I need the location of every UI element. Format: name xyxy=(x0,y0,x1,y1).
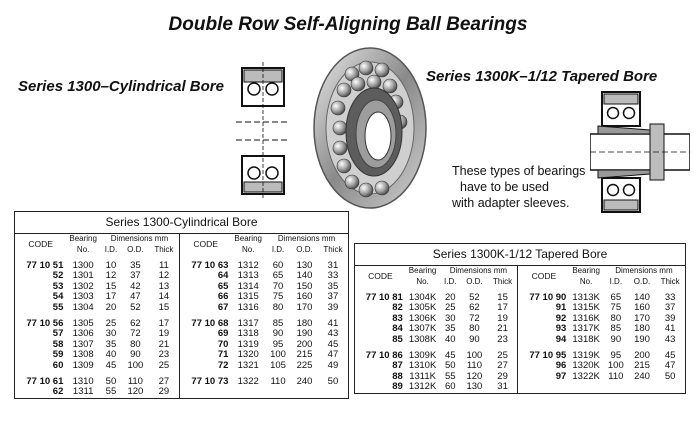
col-header-thick: Thick xyxy=(660,276,680,286)
cell-thick: 29 xyxy=(149,387,180,398)
table-row xyxy=(355,335,685,346)
table-title: Series 1300K-1/12 Tapered Bore xyxy=(355,244,685,266)
cell-id: 95 xyxy=(610,349,622,361)
cell-code: 77 10 68 xyxy=(191,317,229,329)
cell-id: 65 xyxy=(272,270,284,281)
cell-id: 75 xyxy=(272,291,284,302)
table-row xyxy=(15,387,348,398)
table-row xyxy=(355,324,685,335)
cell-no xyxy=(231,387,265,398)
cell-od: 42 xyxy=(130,280,141,292)
cell-code: 57 xyxy=(52,328,64,339)
cell-code: 77 10 56 xyxy=(26,317,64,329)
cell-id: 12 xyxy=(105,270,117,281)
col-header-dimensions: Dimensions mm xyxy=(439,266,518,277)
cell-code: 94 xyxy=(555,333,567,345)
cell-od: 160 xyxy=(296,291,313,302)
cell-id: 30 xyxy=(444,312,456,324)
cell-thick: 14 xyxy=(149,292,180,303)
cell-od: 215 xyxy=(296,349,313,360)
cell-thick: 21 xyxy=(488,324,518,335)
cell-no: 1309K xyxy=(408,349,437,361)
cell-od: 240 xyxy=(296,375,313,387)
cell-id: 35 xyxy=(105,338,117,350)
tapered-bore-section-drawing xyxy=(590,88,690,216)
series-cylindrical-label: Series 1300–Cylindrical Bore xyxy=(18,78,224,95)
cell-od: 200 xyxy=(296,338,313,350)
cell-id: 75 xyxy=(610,302,622,313)
cell-od: 110 xyxy=(466,360,482,371)
cell-thick: 13 xyxy=(149,282,180,293)
cell-thick: 27 xyxy=(149,371,180,387)
cell-id: 90 xyxy=(272,328,284,339)
cell-id: 30 xyxy=(105,328,117,339)
col-header-od: O.D. xyxy=(127,244,144,254)
table-row xyxy=(355,345,685,361)
cell-no: 1307 xyxy=(72,338,94,350)
col-header-code: CODE xyxy=(28,239,53,250)
cell-no: 1319 xyxy=(237,338,259,350)
cell-no: 1301 xyxy=(72,270,94,281)
cell-code: 54 xyxy=(52,291,64,302)
cell-od: 180 xyxy=(634,323,650,334)
cylindrical-bore-table xyxy=(14,211,349,399)
cell-id: 10 xyxy=(105,259,117,271)
cell-thick xyxy=(655,382,685,393)
cell-no: 1313 xyxy=(237,270,259,281)
cell-code: 77 10 86 xyxy=(365,349,403,361)
cell-od: 180 xyxy=(296,317,313,329)
cell-no: 1322 xyxy=(237,375,259,387)
cell-od: 170 xyxy=(634,312,650,324)
col-header-id: I.D. xyxy=(271,244,285,254)
cell-od: 190 xyxy=(296,328,313,339)
cell-thick: 39 xyxy=(327,301,339,313)
cell-no: 1316K xyxy=(572,312,600,324)
cell-no: 1312K xyxy=(408,381,437,392)
table-title: Series 1300-Cylindrical Bore xyxy=(15,212,348,234)
cell-id xyxy=(265,387,291,398)
cell-code: 93 xyxy=(555,323,567,334)
table-row xyxy=(355,382,685,393)
cell-thick: 35 xyxy=(327,280,339,292)
cell-thick: 43 xyxy=(327,328,339,339)
adapter-sleeve-note xyxy=(452,163,585,211)
cell-thick: 15 xyxy=(149,303,180,314)
cell-thick: 21 xyxy=(149,340,180,351)
cell-no: 1313K xyxy=(572,291,600,303)
cell-thick xyxy=(318,387,348,398)
cell-id: 15 xyxy=(105,280,117,292)
cell-code xyxy=(518,382,569,393)
cell-od: 100 xyxy=(127,359,144,371)
col-header-bearing-no: Bearing No. xyxy=(572,266,600,286)
cell-od: 80 xyxy=(469,323,480,334)
cell-no: 1320 xyxy=(237,349,259,360)
cell-od: 52 xyxy=(130,301,141,313)
cell-no: 1306K xyxy=(408,312,437,324)
col-header-id: I.D. xyxy=(609,276,623,286)
cell-od: 120 xyxy=(127,386,144,397)
table-row xyxy=(15,371,348,387)
cell-od: 90 xyxy=(469,333,480,345)
cell-id: 40 xyxy=(444,333,456,345)
cell-id: 85 xyxy=(610,323,622,334)
cell-thick: 37 xyxy=(664,302,676,313)
cell-code: 91 xyxy=(555,302,567,313)
col-header-id: I.D. xyxy=(104,244,118,254)
note-line: with adapter sleeves. xyxy=(452,196,570,210)
col-header-thick: Thick xyxy=(149,245,180,256)
cell-od: 200 xyxy=(634,349,650,361)
cell-no: 1311K xyxy=(409,370,436,382)
cell-od: 110 xyxy=(127,375,143,387)
cell-no: 1317 xyxy=(237,317,259,329)
cell-no: 1314 xyxy=(237,280,259,292)
cell-id: 110 xyxy=(608,370,624,382)
cell-id: 45 xyxy=(444,349,456,361)
cell-code: 60 xyxy=(52,359,64,371)
cell-thick: 11 xyxy=(149,255,180,271)
cell-code xyxy=(179,387,231,398)
cell-code: 77 10 81 xyxy=(365,291,403,303)
cell-od: 90 xyxy=(130,349,141,360)
cell-thick: 47 xyxy=(664,360,676,371)
cell-od: 240 xyxy=(634,370,650,382)
cell-od: 47 xyxy=(130,291,141,302)
table-row xyxy=(355,303,685,314)
cell-id: 55 xyxy=(105,386,117,397)
cell-no: 1300 xyxy=(72,259,94,271)
cell-od: 52 xyxy=(469,291,480,303)
cell-code: 92 xyxy=(555,312,567,324)
cell-id: 110 xyxy=(270,375,286,387)
cell-code: 77 10 90 xyxy=(529,291,567,303)
cell-code: 70 xyxy=(217,338,229,350)
table-row xyxy=(355,361,685,372)
cell-no: 1317K xyxy=(572,323,600,334)
cell-thick: 31 xyxy=(327,259,339,271)
cell-thick: 47 xyxy=(327,349,339,360)
cell-no: 1308 xyxy=(72,349,94,360)
col-header-dimensions: Dimensions mm xyxy=(100,234,180,245)
cell-od: 120 xyxy=(466,370,483,382)
cell-od: 140 xyxy=(634,291,650,303)
col-header-bearing-no: Bearing No. xyxy=(408,266,437,286)
cell-no: 1315K xyxy=(572,302,600,313)
table-row xyxy=(355,372,685,383)
cell-od: 140 xyxy=(296,270,313,281)
cell-no: 1319K xyxy=(572,349,600,361)
col-header-od: O.D. xyxy=(633,276,651,286)
cell-no: 1309 xyxy=(72,359,94,371)
cell-od: 35 xyxy=(130,259,141,271)
cell-no: 1315 xyxy=(237,291,259,302)
cell-code: 88 xyxy=(392,370,403,382)
cell-thick: 45 xyxy=(664,349,676,361)
cell-no: 1308K xyxy=(408,333,437,345)
cell-no: 1310K xyxy=(408,360,437,371)
cell-code: 55 xyxy=(52,301,64,313)
cell-id: 60 xyxy=(444,381,456,392)
cell-code: 77 10 61 xyxy=(26,375,64,387)
cell-id xyxy=(603,382,629,393)
cell-thick: 19 xyxy=(488,314,518,325)
col-header-od: O.D. xyxy=(296,244,313,254)
tapered-bore-table xyxy=(354,243,686,394)
cell-thick: 50 xyxy=(664,370,676,382)
cell-code: 77 10 63 xyxy=(191,259,229,271)
col-header-dimensions: Dimensions mm xyxy=(277,234,336,243)
cell-od: 190 xyxy=(634,333,650,345)
cylindrical-bore-section-drawing xyxy=(234,62,292,200)
cell-code: 87 xyxy=(392,360,403,371)
col-header-bearing-no: Bearing No. xyxy=(69,234,97,254)
note-line: have to be used xyxy=(460,180,549,194)
cell-code: 59 xyxy=(52,349,64,360)
cell-od xyxy=(629,382,656,393)
cell-id: 50 xyxy=(105,375,117,387)
cylindrical-bore-table-body xyxy=(15,255,348,398)
cell-thick: 33 xyxy=(664,291,676,303)
col-header-code: CODE xyxy=(193,239,218,250)
cell-id: 20 xyxy=(444,291,456,303)
cell-od: 150 xyxy=(296,280,313,292)
cell-od: 170 xyxy=(296,301,313,313)
page-title: Double Row Self-Aligning Ball Bearings xyxy=(168,14,528,35)
cell-id: 90 xyxy=(610,333,622,345)
cell-code: 71 xyxy=(217,349,229,360)
cell-thick: 50 xyxy=(327,375,339,387)
col-header-code: CODE xyxy=(531,271,557,282)
cell-no: 1316 xyxy=(237,301,259,313)
cell-code: 77 10 95 xyxy=(529,349,567,361)
cell-no: 1322K xyxy=(572,370,600,382)
cell-thick: 15 xyxy=(488,287,518,303)
table-row xyxy=(15,303,348,314)
cell-code: 89 xyxy=(392,381,403,392)
cell-thick: 45 xyxy=(327,338,339,350)
cell-thick: 19 xyxy=(149,329,180,340)
cell-code: 83 xyxy=(392,312,403,324)
cell-od xyxy=(291,387,318,398)
cell-id: 17 xyxy=(105,291,117,302)
cell-no: 1311 xyxy=(72,386,94,397)
cell-od: 72 xyxy=(469,312,480,324)
cell-no: 1318 xyxy=(237,328,259,339)
cell-no: 1305K xyxy=(408,302,437,313)
table-row xyxy=(15,255,348,271)
cell-thick: 27 xyxy=(488,361,518,372)
cell-id: 25 xyxy=(105,317,117,329)
series-tapered-label: Series 1300K–1/12 Tapered Bore xyxy=(426,68,658,85)
cell-id: 65 xyxy=(610,291,622,303)
col-header-thick: Thick xyxy=(488,277,518,288)
cell-code: 66 xyxy=(217,291,229,302)
cell-od: 72 xyxy=(130,328,141,339)
col-header-dimensions: Dimensions mm xyxy=(615,266,673,275)
cell-thick: 39 xyxy=(664,312,676,324)
cell-id: 55 xyxy=(444,370,456,382)
cell-id: 25 xyxy=(444,302,456,313)
cell-thick: 37 xyxy=(327,291,339,302)
cell-thick: 41 xyxy=(327,317,339,329)
cell-no: 1321 xyxy=(237,359,259,371)
note-line: These types of bearings xyxy=(452,164,586,178)
cell-thick: 17 xyxy=(488,303,518,314)
cell-od: 62 xyxy=(130,317,141,329)
cell-od: 80 xyxy=(130,338,141,350)
cell-id: 40 xyxy=(105,349,117,360)
cell-code: 69 xyxy=(217,328,229,339)
cell-thick: 23 xyxy=(488,335,518,346)
cell-no: 1318K xyxy=(572,333,600,345)
cell-thick: 43 xyxy=(664,333,676,345)
cell-no xyxy=(569,382,603,393)
cell-id: 20 xyxy=(105,301,117,313)
cell-no: 1302 xyxy=(72,280,94,292)
cell-id: 105 xyxy=(270,359,286,371)
cell-code: 97 xyxy=(555,370,567,382)
table-row xyxy=(15,292,348,303)
cell-thick: 33 xyxy=(327,270,339,281)
cell-od: 215 xyxy=(634,360,650,371)
cell-od: 62 xyxy=(469,302,480,313)
cell-id: 35 xyxy=(444,323,456,334)
cell-code: 96 xyxy=(555,360,567,371)
cell-code: 77 10 73 xyxy=(191,375,229,387)
cell-id: 45 xyxy=(105,359,117,371)
cell-code: 64 xyxy=(217,270,229,281)
cell-thick: 17 xyxy=(149,313,180,329)
cell-thick: 31 xyxy=(488,382,518,393)
cell-code: 82 xyxy=(392,302,403,313)
cell-code: 84 xyxy=(392,323,403,334)
cell-od: 225 xyxy=(296,359,313,371)
cell-code: 58 xyxy=(52,338,64,350)
cell-no: 1320K xyxy=(572,360,600,371)
cell-no: 1305 xyxy=(72,317,94,329)
cell-no: 1304K xyxy=(408,291,437,303)
cell-id: 95 xyxy=(272,338,284,350)
cell-id: 60 xyxy=(272,259,284,271)
table-row xyxy=(15,271,348,282)
cell-no: 1304 xyxy=(72,301,94,313)
cell-thick: 25 xyxy=(488,345,518,361)
cell-thick: 23 xyxy=(149,350,180,361)
cell-thick: 25 xyxy=(149,361,180,372)
bearing-photo xyxy=(304,42,430,212)
cell-code: 62 xyxy=(52,386,64,397)
cell-id: 80 xyxy=(272,301,284,313)
table-row xyxy=(355,287,685,303)
cell-id: 85 xyxy=(272,317,284,329)
table-row xyxy=(15,329,348,340)
col-header-code: CODE xyxy=(368,271,393,282)
cell-code: 52 xyxy=(52,270,64,281)
cell-code: 72 xyxy=(217,359,229,371)
cell-thick: 41 xyxy=(664,323,676,334)
cell-code: 67 xyxy=(217,301,229,313)
cell-id: 100 xyxy=(607,360,624,371)
cell-code: 65 xyxy=(217,280,229,292)
cell-no: 1307K xyxy=(408,323,437,334)
cell-od: 130 xyxy=(466,381,483,392)
cell-thick: 12 xyxy=(149,271,180,282)
cell-od: 130 xyxy=(296,259,313,271)
table-row xyxy=(15,361,348,372)
cell-id: 100 xyxy=(270,349,286,360)
col-header-bearing-no: Bearing No. xyxy=(234,234,262,254)
cell-code: 53 xyxy=(52,280,64,292)
cell-od: 37 xyxy=(130,270,141,281)
cell-thick: 29 xyxy=(488,372,518,383)
cell-od: 160 xyxy=(634,302,650,313)
table-row xyxy=(15,350,348,361)
cell-code: 85 xyxy=(392,333,403,345)
tapered-bore-table-body xyxy=(355,287,685,393)
cell-no: 1306 xyxy=(72,328,94,339)
cell-id: 50 xyxy=(444,360,456,371)
cell-code: 77 10 51 xyxy=(26,259,64,271)
cell-no: 1312 xyxy=(237,259,259,271)
cell-thick: 49 xyxy=(327,359,339,371)
cell-id: 80 xyxy=(610,312,622,324)
cell-id: 70 xyxy=(272,280,284,292)
col-header-id: I.D. xyxy=(444,276,457,286)
table-row xyxy=(15,313,348,329)
col-header-thick: Thick xyxy=(323,244,343,254)
cell-no: 1310 xyxy=(72,375,94,387)
col-header-od: O.D. xyxy=(466,276,483,286)
cell-od: 100 xyxy=(466,349,483,361)
cell-no: 1303 xyxy=(72,291,94,302)
